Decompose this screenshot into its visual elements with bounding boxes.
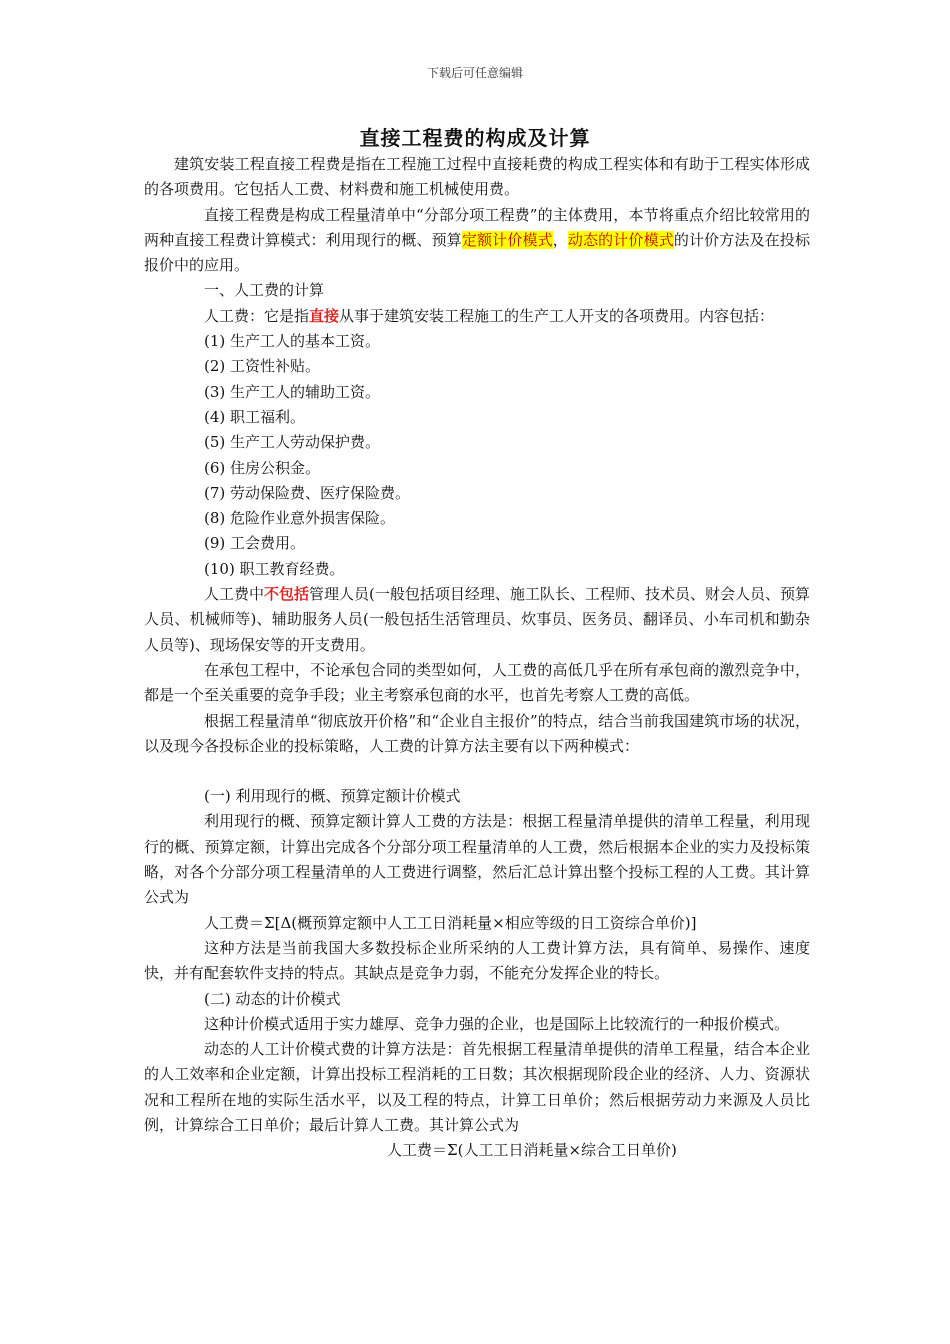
header-note: 下载后可任意编辑 <box>426 66 523 80</box>
competition-paragraph: 在承包工程中，不论承包合同的类型如何，人工费的高低几乎在所有承包商的激烈竞争中，都是一个至关重要的竞争手段；业主考察承包商的水平，也首先考察人工费的高低。 <box>144 660 810 705</box>
overview-tail: 的计价方法及在投标报价中的应用。 <box>144 230 810 275</box>
list-item: (4) 职工福利。 <box>204 407 306 426</box>
mode1-paragraph: 利用现行的概、预算定额计算人工费的方法是：根据工程量清单提供的清单工程量，利用现行的概、预算定额，计算出完成各个分部分项工程量清单的人工费，然后根据本企业的实力及投标策略，对各个分部分项工程量清单的人工费进行调整，然后汇总计算出整个投标工程的人工费。其计算公式为 <box>144 812 810 907</box>
list-item: (9) 工会费用。 <box>204 534 306 553</box>
formula-1: 人工费＝Σ[Δ(概预算定额中人工工日消耗量×相应等级的日工资综合单价)] <box>204 913 697 932</box>
list-item: (8) 危险作业意外损害保险。 <box>204 509 396 528</box>
labor-def-text: 人工费：它是指 <box>204 306 310 325</box>
emphasis-not-include: 不包括 <box>264 585 310 604</box>
page-title: 直接工程费的构成及计算 <box>359 126 591 150</box>
mode1-evaluation: 这种方法是当前我国大多数投标企业所采纳的人工费计算方法，具有简单、易操作、速度快，并有配套软件支持的特点。其缺点是竞争力弱，不能充分发挥企业的特长。 <box>144 938 810 983</box>
mode2-method: 动态的人工计价模式费的计算方法是：首先根据工程量清单提供的清单工程量，结合本企业的人工效率和企业定额，计算出投标工程消耗的工日数；其次根据现阶段企业的经济、人力、资源状况和工程所在地的实际生活水平，以及工程的特点，计算工日单价；然后根据劳动力来源及人员比例，计算综合工日单价；最后计算人工费。其计算公式为 <box>144 1040 810 1134</box>
labor-def-tail: 从事于建筑安装工程施工的生产工人开支的各项费用。内容包括： <box>339 306 775 325</box>
emphasis-direct: 直接 <box>309 306 340 325</box>
document-body <box>144 152 810 1164</box>
list-item: (7) 劳动保险费、医疗保险费。 <box>204 483 411 502</box>
overview-paragraph <box>144 203 810 279</box>
list-item: (1) 生产工人的基本工资。 <box>204 332 381 351</box>
section-heading: 一、人工费的计算 <box>204 281 325 300</box>
exclusion-text: 人工费中 <box>204 585 265 604</box>
formula-2: 人工费＝Σ(人工工日消耗量×综合工日单价) <box>387 1141 677 1160</box>
labor-definition <box>144 304 810 329</box>
modes-paragraph: 根据工程量清单“彻底放开价格”和“企业自主报价”的特点，结合当前我国建筑市场的状况，以及现今各投标企业的投标策略，人工费的计算方法主要有以下两种模式： <box>144 711 810 755</box>
list-item: (6) 住房公积金。 <box>204 458 321 477</box>
mode2-heading: (二) 动态的计价模式 <box>204 989 341 1008</box>
overview-sep: ， <box>552 230 568 249</box>
labor-items-list <box>144 329 810 582</box>
exclusion-paragraph <box>144 582 810 658</box>
exclusion-tail: 管理人员(一般包括项目经理、施工队长、工程师、技术员、财会人员、预算人员、机械师等)、辅助服务人员(一般包括生活管理员、炊事员、医务员、翻译员、小车司机和勤杂人员等)、现场保安等的开支费用。 <box>144 585 810 654</box>
list-item: (10) 职工教育经费。 <box>204 559 345 578</box>
highlight-dynamic-mode: 动态的计价模式 <box>567 230 674 249</box>
intro-paragraph: 建筑安装工程直接工程费是指在工程施工过程中直接耗费的构成工程实体和有助于工程实体形成的各项费用。它包括人工费、材料费和施工机械使用费。 <box>144 155 810 199</box>
mode2-paragraph: 这种计价模式适用于实力雄厚、竞争力强的企业，也是国际上比较流行的一种报价模式。 <box>204 1014 790 1033</box>
list-item: (2) 工资性补贴。 <box>204 357 321 376</box>
overview-text: 直接工程费是构成工程量清单中“分部分项工程费”的主体费用，本节将重点介绍比较常用的两种直接工程费计算模式：利用现行的概、预算 <box>144 205 810 249</box>
list-item: (5) 生产工人劳动保护费。 <box>204 433 381 452</box>
highlight-quota-mode: 定额计价模式 <box>461 230 553 249</box>
mode1-heading: (一) 利用现行的概、预算定额计价模式 <box>204 787 461 806</box>
spacer <box>144 759 810 784</box>
list-item: (3) 生产工人的辅助工资。 <box>204 382 381 401</box>
